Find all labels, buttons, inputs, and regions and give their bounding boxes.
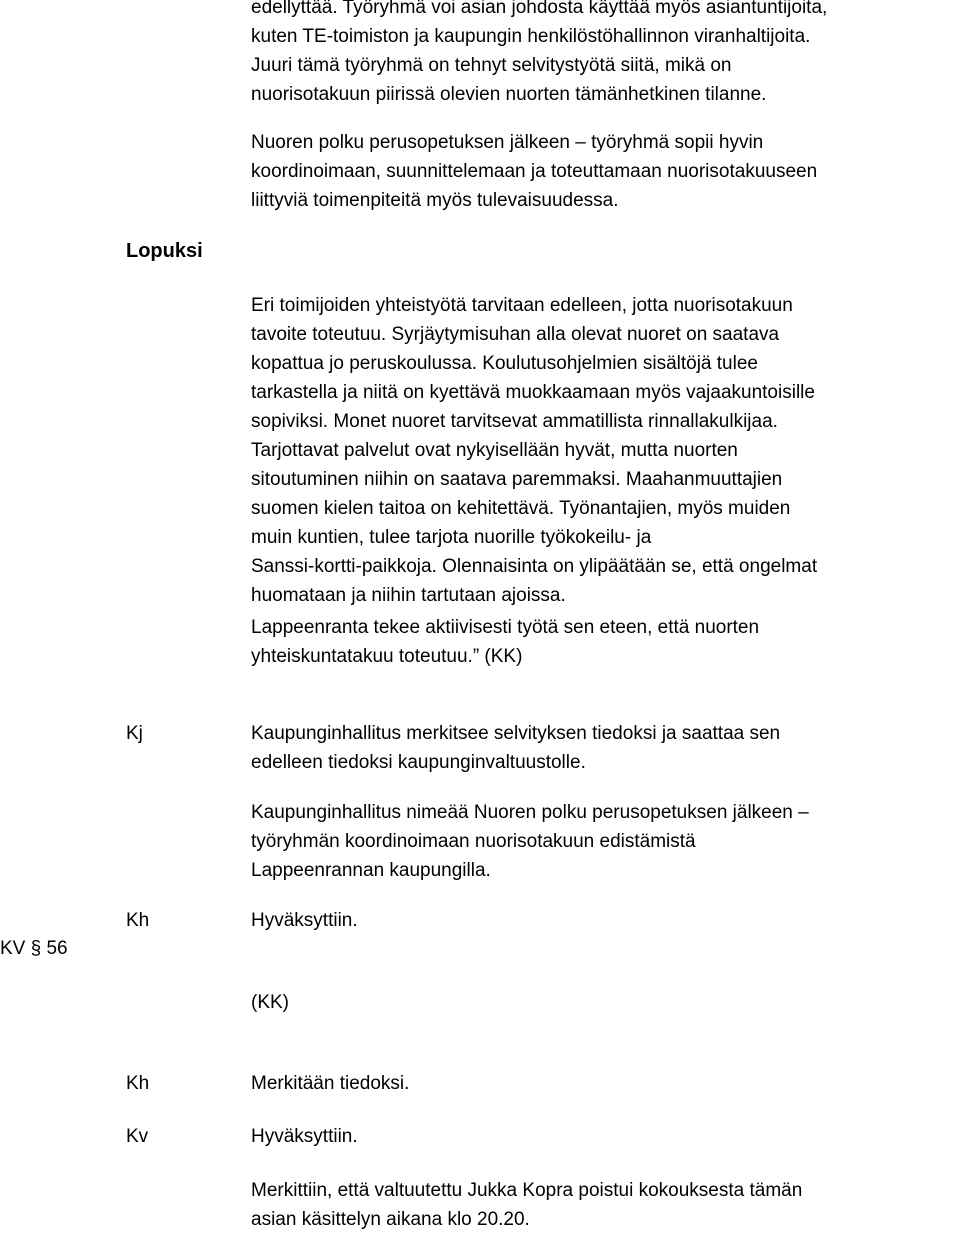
lopuksi-paragraph-2: Lappeenranta tekee aktiivisesti työtä sen eteen, että nuorten yhteiskuntatakuu toteutuu.” (KK) bbox=[251, 617, 760, 667]
intro-paragraph-2: Nuoren polku perusopetuksen jälkeen – työryhmä sopii hyvin koordinoimaan, suunnittelemaan ja toteuttamaan nuorisotakuuseen liittyviä toimenpiteitä myös tulevaisuudessa. bbox=[251, 132, 818, 211]
lopuksi-paragraph-1: Eri toimijoiden yhteistyötä tarvitaan edelleen, jotta nuorisotakuun tavoite toteutuu. Syrjäytymisuhan alla olevat nuoret on saatava kopattua jo peruskoulussa. Koulutusohjelmien sisältöjä tulee tarkastella ja niitä on kyettävä muokkaamaan myös vajaakuntoisille sopiviksi. Monet nuoret tarvitsevat ammatillista rinnallakulkijaa. Tarjottavat palvelut ovat nykyisellään hyvät, mutta nuorten sitoutuminen niihin on saatava paremmaksi. Maahanmuuttajien suomen kielen taitoa on kehitettävä. Työnantajien, myös muiden muin kuntien, tulee tarjota nuorille työkokeilu- ja Sanssi-kortti-paikkoja. Olennaisinta on ylipäätään se, että ongelmat huomataan ja niihin tartutaan ajoissa. bbox=[251, 295, 818, 606]
kh-decision-2: Merkitään tiedoksi. bbox=[251, 1073, 410, 1094]
lopuksi-heading: Lopuksi bbox=[126, 240, 203, 262]
kh-decision: Hyväksyttiin. bbox=[251, 910, 358, 931]
kj-proposal-2: Kaupunginhallitus nimeää Nuoren polku perusopetuksen jälkeen – työryhmän koordinoimaan nuorisotakuun edistämistä Lappeenrannan kaupungilla. bbox=[251, 802, 809, 881]
final-note: Merkittiin, että valtuutettu Jukka Kopra poistui kokouksesta tämän asian käsittelyn aikana klo 20.20. bbox=[251, 1180, 803, 1230]
intro-paragraph-1: edellyttää. Työryhmä voi asian johdosta käyttää myös asiantuntijoita, kuten TE-toimiston ja kaupungin henkilöstöhallinnon viranhaltijoita. Juuri tämä työryhmä on tehnyt selvitystyötä siitä, mikä on nuorisotakuun piirissä olevien nuorten tämänhetkinen tilanne. bbox=[251, 0, 828, 105]
kk-note: (KK) bbox=[251, 992, 289, 1013]
kj-proposal-1: Kaupunginhallitus merkitsee selvityksen tiedoksi ja saattaa sen edelleen tiedoksi kaupunginvaltuustolle. bbox=[251, 723, 781, 773]
kv-label: Kv bbox=[126, 1126, 149, 1147]
kh-label-2: Kh bbox=[126, 1073, 150, 1094]
kv-section-reference: KV § 56 bbox=[0, 938, 68, 959]
kh-label: Kh bbox=[126, 910, 150, 931]
kv-decision: Hyväksyttiin. bbox=[251, 1126, 358, 1147]
kj-label: Kj bbox=[126, 723, 143, 744]
